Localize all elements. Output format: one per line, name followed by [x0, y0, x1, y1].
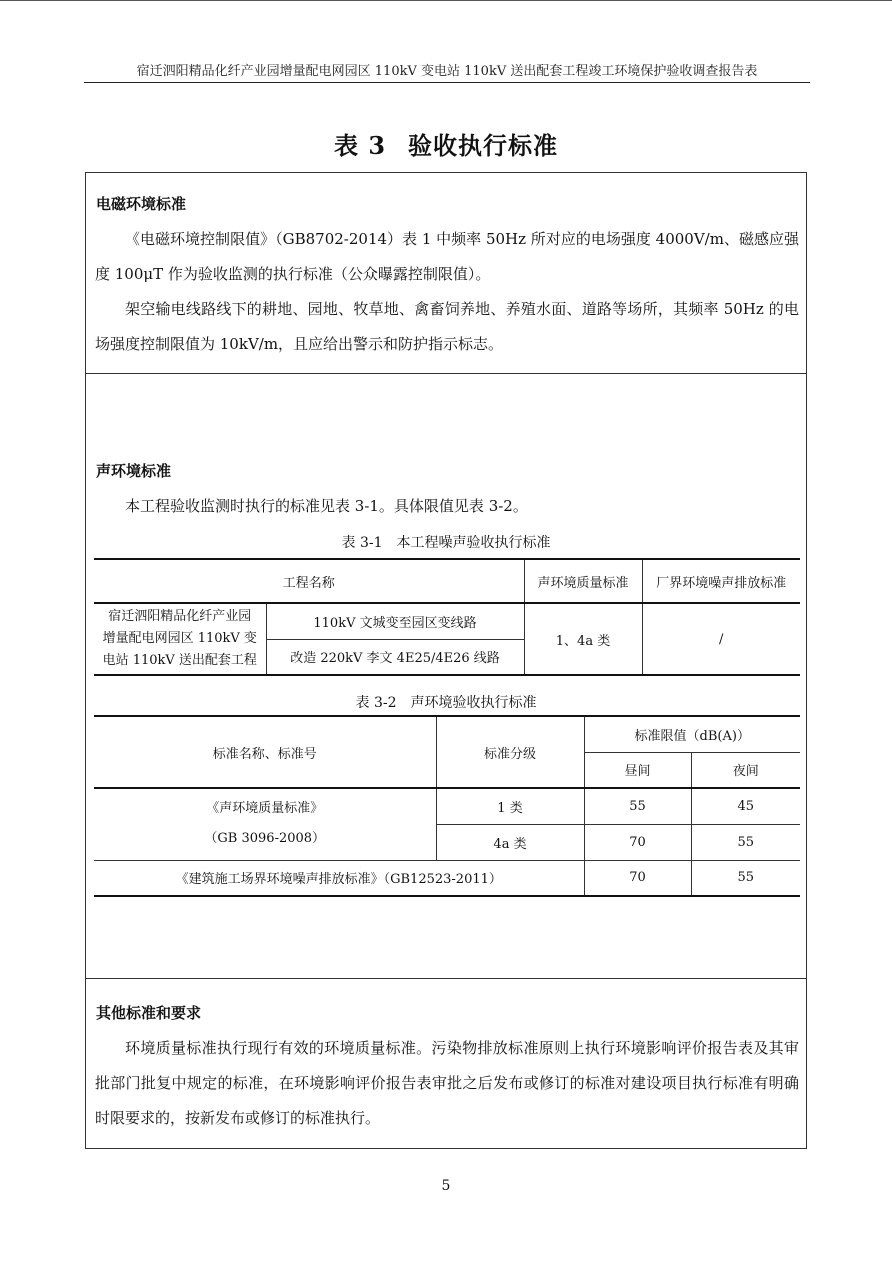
t2-class-4a: 4a 类: [436, 824, 584, 860]
t2-header-day: 昼间: [584, 752, 691, 788]
t2-standard-gb3096: [94, 788, 436, 860]
t2-header-night: 夜间: [691, 752, 800, 788]
page-number: 5: [441, 1178, 451, 1194]
t2-standard-gb3096-name: 《声环境质量标准》: [206, 801, 324, 817]
t1-project-name: 宿迁泗阳精品化纤产业园增量配电网园区 110kV 变电站 110kV 送出配套工程: [94, 603, 266, 675]
paragraph-other: 环境质量标准执行现行有效的环境质量标准。污染物排放标准原则上执行环境影响评价报告表及其审批部门批复中规定的标准，在环境影响评价报告表审批之后发布或修订的标准对建设项目执行标准有明确时限要求的，按新发布或修订的标准执行。: [95, 1039, 799, 1127]
section-heading-electromagnetic: 电磁环境标准: [96, 195, 187, 213]
t2-header-standard: 标准名称、标准号: [94, 716, 436, 788]
t2-standard-gb3096-code: （GB 3096-2008）: [204, 831, 326, 847]
section-noise: [85, 373, 807, 979]
t2-class-1: 1 类: [436, 788, 584, 824]
top-border-line: [0, 0, 892, 1]
paragraph-noise-intro: 本工程验收监测时执行的标准见表 3-1。具体限值见表 3-2。: [125, 497, 528, 515]
table-3-1: [94, 558, 800, 676]
t1-header-quality: 声环境质量标准: [524, 559, 642, 603]
table-3-2-caption: 表 3-2 声环境验收执行标准: [355, 695, 537, 711]
t1-header-project-name: 工程名称: [94, 559, 524, 603]
title-text: 验收执行标准: [408, 131, 559, 160]
t1-boundary-value: /: [642, 603, 800, 675]
table-3-1-caption: 表 3-1 本工程噪声验收执行标准: [341, 535, 551, 551]
t1-line-1: 110kV 文城变至园区变线路: [266, 603, 524, 639]
t2-header-class: 标准分级: [436, 716, 584, 788]
header-rule: [84, 82, 810, 83]
t1-header-boundary: 厂界环境噪声排放标准: [642, 559, 800, 603]
page-title: [0, 126, 892, 161]
t2-gb12523-night: 55: [691, 860, 800, 896]
running-header: 宿迁泗阳精品化纤产业园增量配电网园区 110kV 变电站 110kV 送出配套工程竣工环境保护验收调查报告表: [136, 64, 758, 79]
t2-class-1-day: 55: [584, 788, 691, 824]
section-heading-noise: 声环境标准: [96, 462, 172, 480]
section-other: [85, 978, 807, 1149]
t2-class-4a-night: 55: [691, 824, 800, 860]
paragraph-em-1: 《电磁环境控制限值》（GB8702-2014）表 1 中频率 50Hz 所对应的电场强度 4000V/m、磁感应强度 100μT 作为验收监测的执行标准（公众曝露控制限值）。: [95, 230, 799, 283]
paragraph-em-2: 架空输电线路线下的耕地、园地、牧草地、禽畜饲养地、养殖水面、道路等场所，其频率 50Hz 的电场强度控制限值为 10kV/m，且应给出警示和防护指示标志。: [95, 300, 799, 353]
t1-line-2: 改造 220kV 李文 4E25/4E26 线路: [266, 639, 524, 675]
t2-header-limit: 标准限值（dB(A)）: [584, 716, 800, 752]
t2-gb12523-day: 70: [584, 860, 691, 896]
table-number: 表 3: [333, 131, 387, 160]
table-3-2: [94, 715, 800, 897]
section-electromagnetic: [85, 172, 807, 374]
section-heading-other: 其他标准和要求: [96, 1004, 202, 1022]
t1-quality-class: 1、4a 类: [524, 603, 642, 675]
t2-standard-gb12523: 《建筑施工场界环境噪声排放标准》（GB12523-2011）: [94, 860, 584, 896]
t2-class-4a-day: 70: [584, 824, 691, 860]
t2-class-1-night: 45: [691, 788, 800, 824]
